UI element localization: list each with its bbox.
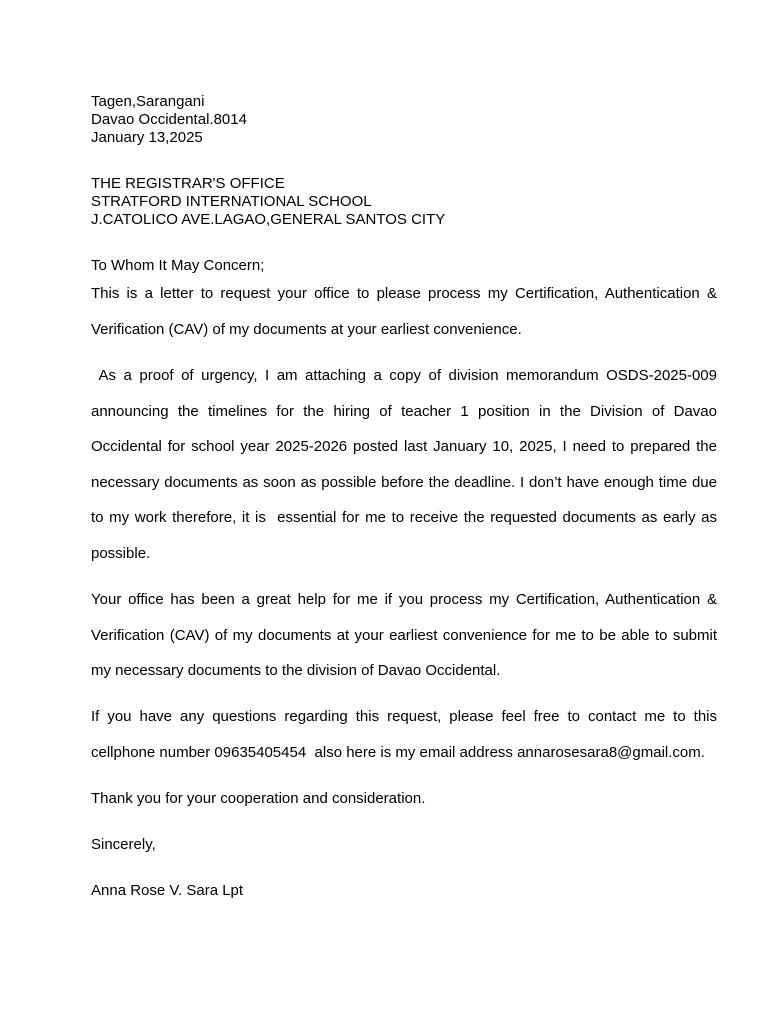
sender-address-line-1: Tagen,Sarangani	[91, 93, 205, 110]
recipient-office: THE REGISTRAR'S OFFICE	[91, 175, 285, 192]
body-paragraph-1: This is a letter to request your office to please process my Certification, Authentication & Verification (CAV) of my documents at your earliest convenience.	[91, 285, 722, 338]
body-paragraph-4: If you have any questions regarding this request, please feel free to contact me to this cellphone number 09635405454 also here is my email address annarosesara8@gmail.com.	[91, 708, 722, 761]
sender-address	[91, 93, 717, 147]
closing	[91, 836, 717, 854]
recipient-address	[91, 175, 717, 229]
salutation	[91, 257, 717, 275]
thank-you-text: Thank you for your cooperation and consideration.	[91, 790, 426, 807]
closing-text: Sincerely,	[91, 836, 156, 853]
body-paragraph-3: Your office has been a great help for me if you process my Certification, Authentication & Verification (CAV) of my documents at your earliest convenience for me to be able to submit my necessary documents to the division of Davao Occidental.	[91, 591, 722, 679]
salutation-text: To Whom It May Concern;	[91, 257, 265, 274]
letter-date: January 13,2025	[91, 129, 203, 146]
recipient-street-address: J.CATOLICO AVE.LAGAO,GENERAL SANTOS CITY	[91, 211, 446, 228]
recipient-school: STRATFORD INTERNATIONAL SCHOOL	[91, 193, 372, 210]
sender-address-line-2: Davao Occidental.8014	[91, 111, 247, 128]
signature	[91, 882, 717, 900]
body-paragraph-2: As a proof of urgency, I am attaching a copy of division memorandum OSDS-2025-009 announcing the timelines for the hiring of teacher 1 position in the Division of Davao Occidental for school year 2025-2026 posted last January 10, 2025, I need to prepared the necessary documents as soon as possible before the deadline. I don’t have enough time due to my work therefore, it is essential for me to receive the requested documents as early as possible.	[91, 367, 722, 562]
signature-name: Anna Rose V. Sara Lpt	[91, 882, 244, 899]
thank-you-line	[91, 790, 717, 808]
